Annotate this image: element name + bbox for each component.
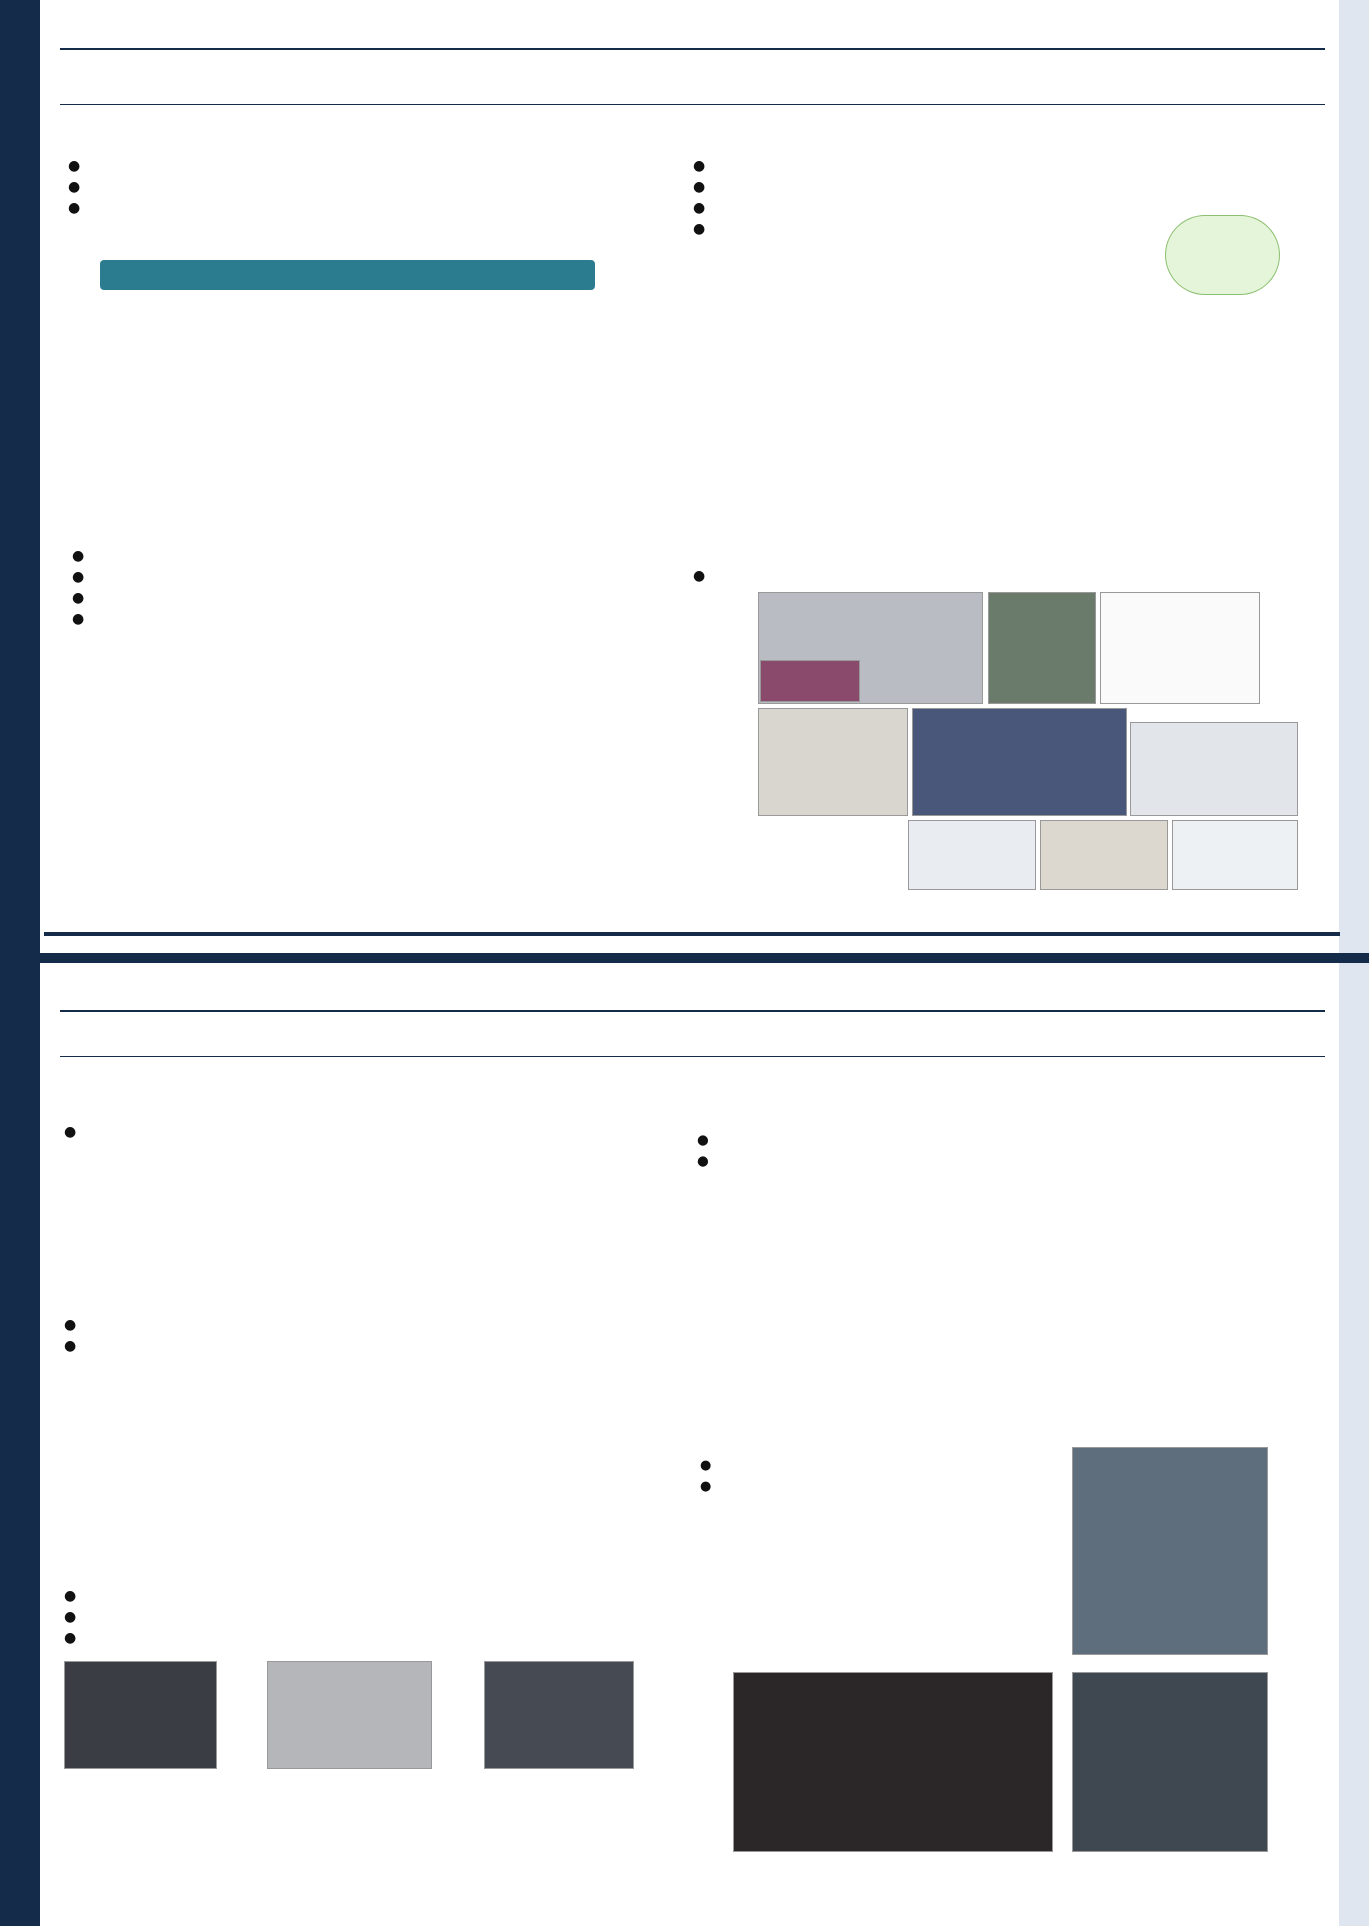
promo-image <box>1172 820 1298 890</box>
bullet-list <box>693 156 705 240</box>
title-rule <box>60 1056 1325 1057</box>
banner <box>100 260 595 290</box>
promo-image-caption <box>760 660 860 702</box>
speech-bubble <box>1165 215 1280 295</box>
promo-image <box>1100 592 1260 704</box>
bullet: ● <box>72 611 85 627</box>
bullet: ● <box>68 158 81 174</box>
promo-image <box>908 820 1036 890</box>
bullet: ● <box>64 1317 77 1333</box>
bullet: ● <box>72 569 85 585</box>
bullet: ● <box>64 1630 77 1646</box>
bullet-list <box>68 156 80 219</box>
bullet: ● <box>72 548 85 564</box>
bullet: ● <box>64 1588 77 1604</box>
online-lecture-photo <box>733 1672 1053 1852</box>
bottom-rule <box>44 932 1340 936</box>
session-photo <box>64 1661 217 1769</box>
sidebar-bottom <box>0 958 40 1926</box>
top-rule <box>60 48 1325 50</box>
lecture-photo <box>1072 1447 1268 1655</box>
page-divider <box>0 953 1369 963</box>
bullet: ● <box>697 1132 709 1148</box>
promo-image <box>758 708 908 816</box>
bullet-list <box>700 1455 711 1497</box>
bullet: ● <box>693 200 706 216</box>
bullet: ● <box>693 568 706 584</box>
promo-image <box>988 592 1096 704</box>
session-photo <box>484 1661 634 1769</box>
concert-photo <box>1072 1672 1268 1852</box>
bullet-list <box>72 546 84 630</box>
score-change-chart <box>230 1405 500 1570</box>
bullet-list <box>693 566 705 587</box>
bullet: ● <box>700 1479 712 1494</box>
top-rule <box>60 1010 1325 1012</box>
bullet: ● <box>64 1338 77 1354</box>
bullet-list <box>64 1586 76 1649</box>
bullet: ● <box>68 179 81 195</box>
sidebar-top <box>0 0 40 960</box>
bullet: ● <box>64 1124 77 1140</box>
promo-image <box>912 708 1127 816</box>
bullet: ● <box>693 179 706 195</box>
bullet: ● <box>72 590 85 606</box>
right-band-top <box>1339 0 1369 960</box>
bullet: ● <box>693 221 706 237</box>
bullet: ● <box>700 1458 712 1473</box>
bullet-list <box>64 1315 76 1357</box>
bullet: ● <box>68 200 81 216</box>
right-band-bottom <box>1339 958 1369 1926</box>
promo-image <box>1130 722 1298 816</box>
bullet: ● <box>693 158 706 174</box>
bullet-list <box>697 1130 709 1172</box>
bullet: ● <box>697 1153 709 1169</box>
title-rule <box>60 104 1325 105</box>
bullet: ● <box>64 1609 77 1625</box>
session-photo <box>267 1661 432 1769</box>
promo-image <box>1040 820 1168 890</box>
